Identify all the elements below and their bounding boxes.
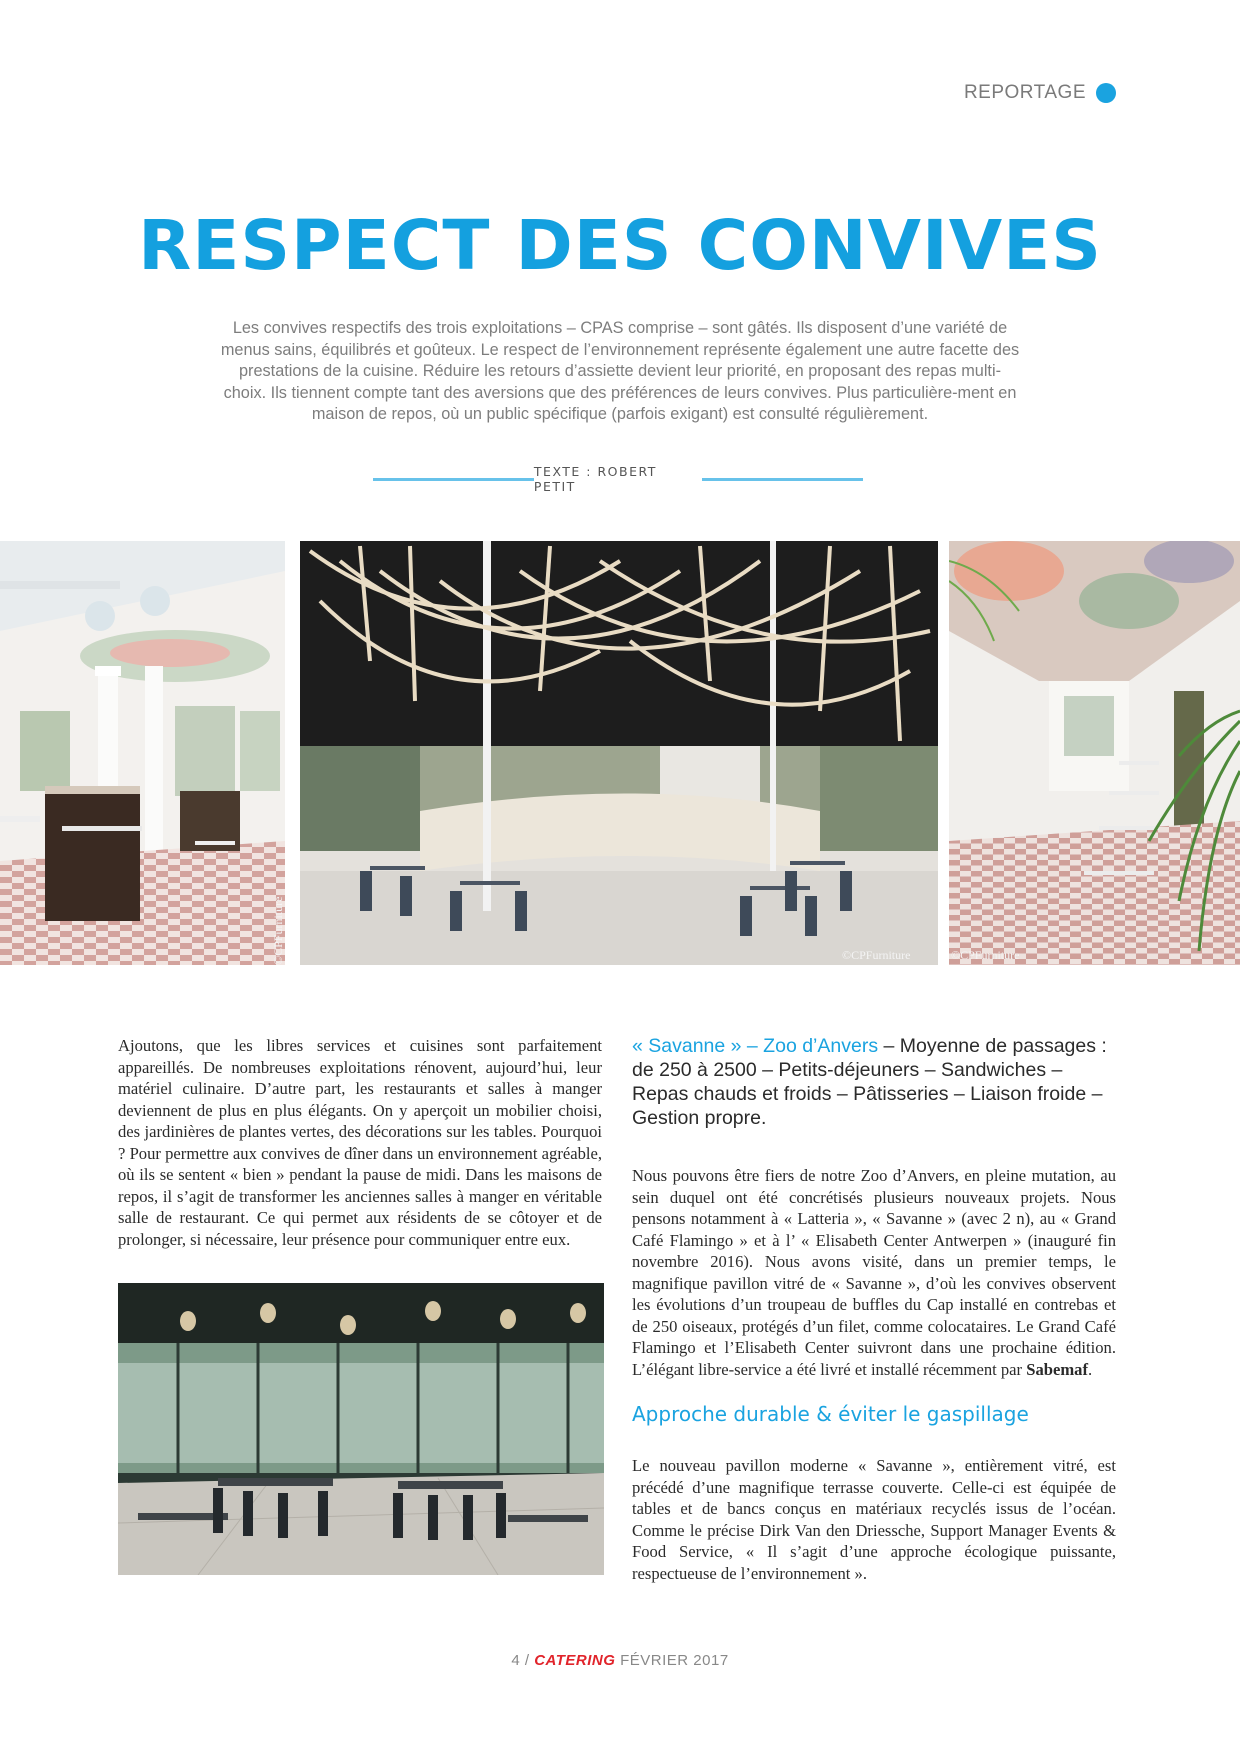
photo-savanne-ropes bbox=[300, 541, 938, 965]
byline-rule-right bbox=[702, 478, 863, 481]
byline-author: TEXTE : ROBERT PETIT bbox=[533, 464, 657, 494]
right-column-paragraph-2: Le nouveau pavillon moderne « Savanne », entièrement vitré, est précédé d’une magnifique terrasse couverte. Celle-ci est équipée de tables et de bancs conçus en matériaux recyclés issus de l’océan. Comme le précise Dirk Van den Driessche, Support Manager Events & Food Service, « Il s’agit d’une approche écologique puissante, respectueuse de l’environnement ». bbox=[632, 1456, 1116, 1583]
paragraph-1-text: Nous pouvons être fiers de notre Zoo d’Anvers, en pleine mutation, au sein duquel ont été concrétisés plusieurs nouveaux projets. Nous pensons notamment à « Latteria », « Savanne » (avec 2 n), au « Grand Café Flamingo » et à l’ « Elisabeth Center Antwerpen » (inauguré fin novembre 2016). Nous avons visité, dans un premier temps, le magnifique pavillon vitré de « Savanne », d’où les convives observent les évolutions d’un troupeau de buffles du Cap installé en contrebas et de 250 oiseaux, protégés d’un filet, comme colocataires. Le Grand Café Flamingo et l’Elisabeth Center suivront dans une prochaine édition. L’élégant libre-service a été livré et installé récemment par bbox=[632, 1166, 1116, 1379]
article-intro: Les convives respectifs des trois exploitations – CPAS comprise – sont gâtés. Ils disposent d’une variété de menus sains, équilibrés et goûteux. Le respect de l’environnement représente également une autre facette des prestations de la cuisine. Réduire les retours d’assiette devient leur priorité, en proposant des repas multi-choix. Ils tiennent compte tant des aversions que des préférences de leurs convives. Plus particulière-ment en maison de repos, où un public spécifique (parfois exigant) est consulté régulièrement. bbox=[220, 319, 1020, 423]
byline-rule-left bbox=[373, 478, 534, 481]
factbox-details: – Moyenne de passages : de 250 à 2500 – Petits-déjeuners – Sandwiches – Repas chauds et froids – Pâtisseries – Liaison froide – Gestion propre. bbox=[632, 1035, 1107, 1129]
factbox bbox=[632, 1034, 1116, 1130]
left-column-paragraph: Ajoutons, que les libres services et cuisines sont parfaitement appareillés. De nombreuses exploitations rénovent, aujourd’hui, leur matériel culinaire. D’autre part, les restaurants et salles à manger deviennent de plus en plus élégants. On y aperçoit un mobilier choisi, des jardinières de plantes vertes, des décorations sur les tables. Pourquoi ? Pour permettre aux convives de dîner dans un environnement agréable, où ils se sentent « bien » pendant la pause de midi. Dans les maisons de repos, il s’agit de transformer les anciennes salles à manger en véritable salle de restaurant. Ce qui permet aux résidents de se côtoyer et de prolonger, si nécessaire, leur présence pour communiquer entre eux. bbox=[118, 1036, 602, 1249]
footer-separator: / bbox=[524, 1652, 530, 1669]
photo-credit-1: ©CPFurniture bbox=[271, 896, 285, 965]
byline bbox=[373, 464, 863, 494]
paragraph-1-end: . bbox=[1087, 1359, 1093, 1379]
photo-corridor-restaurant bbox=[949, 541, 1240, 965]
section-tag bbox=[964, 82, 1116, 104]
page-footer bbox=[0, 1652, 1240, 1669]
photo-credit-3: ©CPFurniture bbox=[951, 948, 1020, 962]
photo-credit-2: ©CPFurniture bbox=[842, 948, 911, 962]
page-number: 4 bbox=[511, 1652, 521, 1669]
factbox-place: « Savanne » – Zoo d’Anvers bbox=[632, 1035, 879, 1057]
article-title: RESPECT DES CONVIVES bbox=[138, 206, 1102, 286]
section-dot-icon bbox=[1096, 83, 1116, 103]
brand-sabemaf: Sabemaf bbox=[1026, 1359, 1088, 1379]
photo-restaurant-columns bbox=[0, 541, 285, 965]
magazine-name: CATERING bbox=[534, 1652, 616, 1669]
photo-terrace bbox=[118, 1283, 604, 1575]
right-column-paragraph-1 bbox=[632, 1165, 1116, 1380]
subheading: Approche durable & éviter le gaspillage bbox=[632, 1402, 1029, 1426]
issue-date: FÉVRIER 2017 bbox=[620, 1652, 729, 1669]
section-label: REPORTAGE bbox=[963, 82, 1086, 103]
